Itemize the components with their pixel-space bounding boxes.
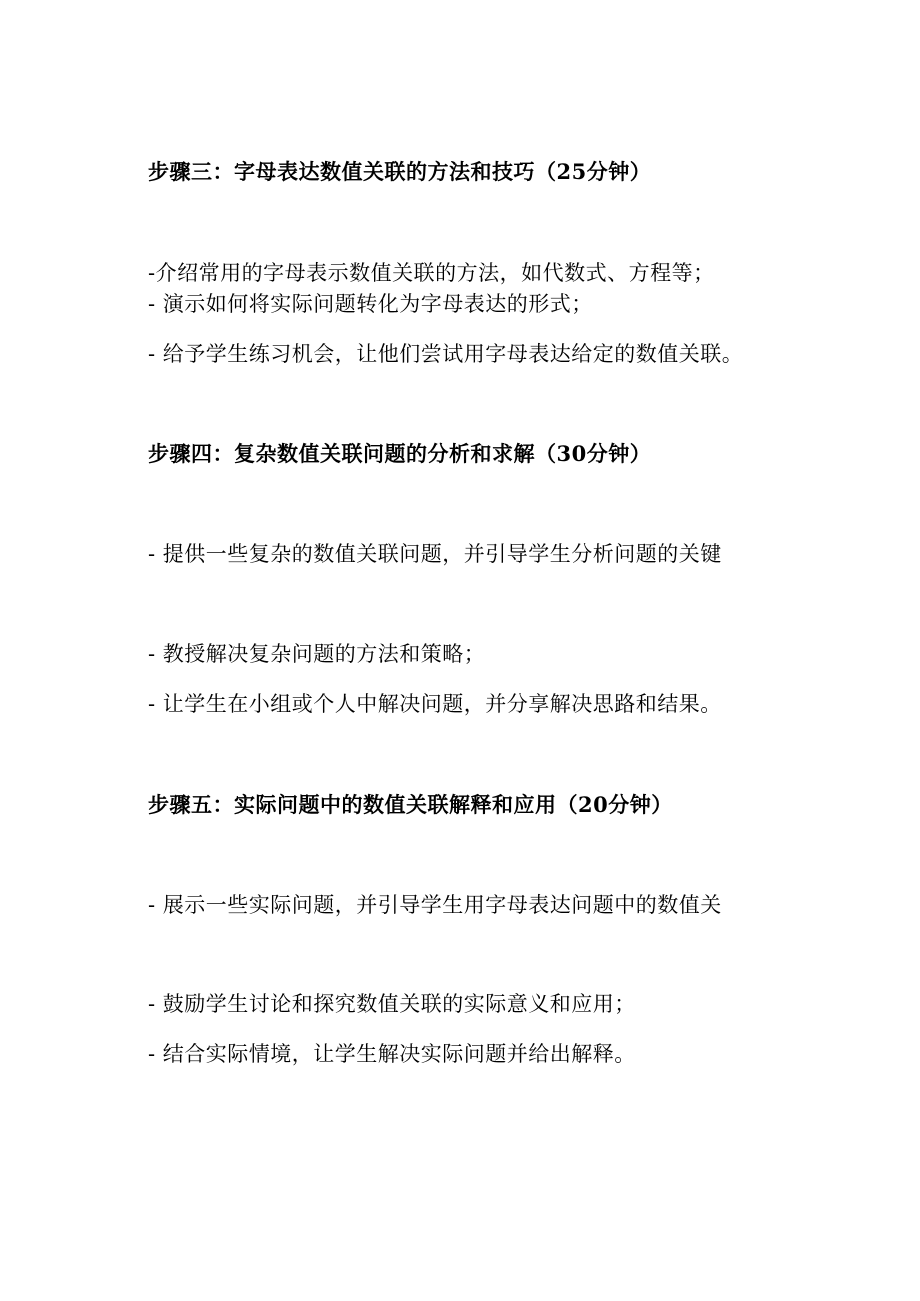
- section-heading-step3: 步骤三：字母表达数值关联的方法和技巧（25分钟）: [148, 159, 652, 184]
- list-item: -介绍常用的字母表示数值关联的方法，如代数式、方程等；: [148, 261, 715, 285]
- section-heading-step5: 步骤五：实际问题中的数值关联解释和应用（20分钟）: [148, 792, 673, 817]
- list-item: - 给予学生练习机会，让他们尝试用字母表达给定的数值关联。: [148, 342, 744, 366]
- list-item: - 鼓励学生讨论和探究数值关联的实际意义和应用；: [148, 992, 636, 1016]
- section-heading-step4: 步骤四：复杂数值关联问题的分析和求解（30分钟）: [148, 441, 652, 466]
- list-item: - 结合实际情境，让学生解决实际问题并给出解释。: [148, 1042, 636, 1066]
- list-item: - 教授解决复杂问题的方法和策略；: [148, 642, 486, 666]
- list-item: - 让学生在小组或个人中解决问题，并分享解决思路和结果。: [148, 692, 722, 716]
- list-item: - 展示一些实际问题，并引导学生用字母表达问题中的数值关: [148, 893, 722, 917]
- list-item: - 提供一些复杂的数值关联问题，并引导学生分析问题的关键: [148, 542, 722, 566]
- list-item: - 演示如何将实际问题转化为字母表达的形式；: [148, 292, 593, 316]
